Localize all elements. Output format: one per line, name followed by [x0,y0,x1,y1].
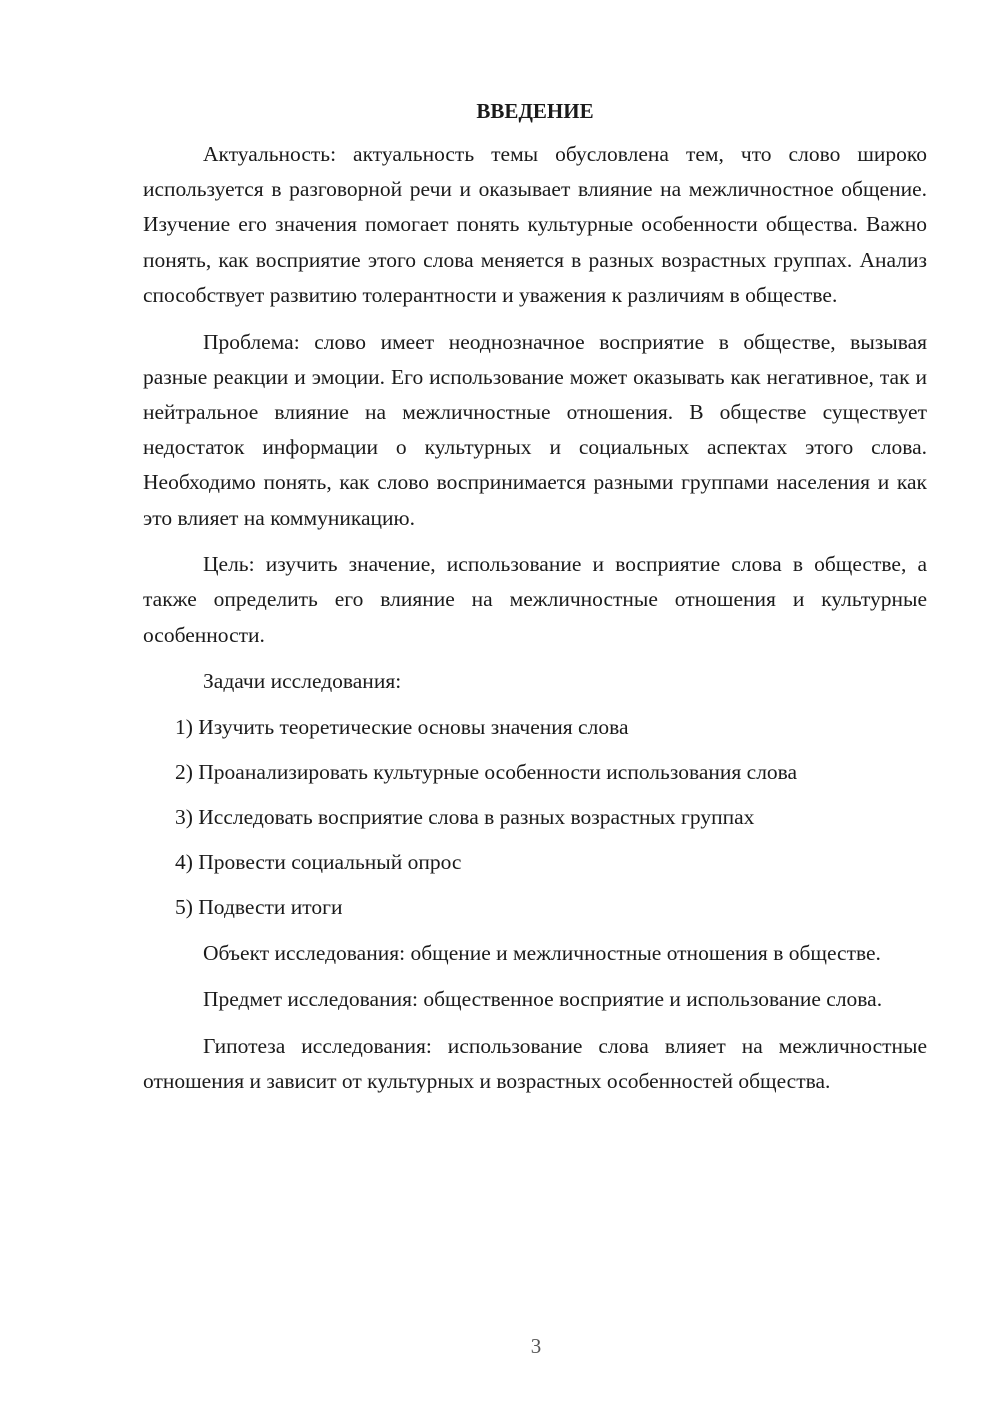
paragraph-relevance: Актуальность: актуальность темы обусловлена тем, что слово широко используется в разговорной речи и оказывает влияние на межличностное общение. Изучение его значения помогает понять культурные особенности общества. Важно понять, как восприятие этого слова меняется в разных возрастных группах. Анализ способствует развитию толерантности и уважения к различиям в обществе. [143,142,927,307]
task-list [143,710,927,926]
paragraph-goal: Цель: изучить значение, использование и восприятие слова в обществе, а также определить его влияние на межличностные отношения и культурные особенности. [143,552,927,647]
paragraph-subject: Предмет исследования: общественное восприятие и использование слова. [203,987,883,1012]
tasks-heading: Задачи исследования: [203,669,402,694]
task-item: 5) Подвести итоги [175,895,343,920]
paragraph-hypothesis: Гипотеза исследования: использование слова влияет на межличностные отношения и зависит от культурных и возрастных особенностей общества. [143,1033,927,1094]
section-heading: ВВЕДЕНИЕ [476,99,594,123]
paragraph-object: Объект исследования: общение и межличностные отношения в обществе. [203,940,881,965]
task-item: 2) Проанализировать культурные особенности использования слова [175,759,798,784]
page-number: 3 [530,1334,542,1358]
page-content [143,97,927,1111]
task-item: 4) Провести социальный опрос [175,850,462,875]
paragraph-problem: Проблема: слово имеет неоднозначное восприятие в обществе, вызывая разные реакции и эмоции. Его использование может оказывать как негативное, так и нейтральное влияние на межличностные отношения. В обществе существует недостаток информации о культурных и социальных аспектах этого слова. Необходимо понять, как слово воспринимается разными группами населения и как это влияет на коммуникацию. [143,329,927,530]
task-item: 3) Исследовать восприятие слова в разных возрастных группах [175,804,755,829]
task-item: 1) Изучить теоретические основы значения слова [175,714,629,739]
